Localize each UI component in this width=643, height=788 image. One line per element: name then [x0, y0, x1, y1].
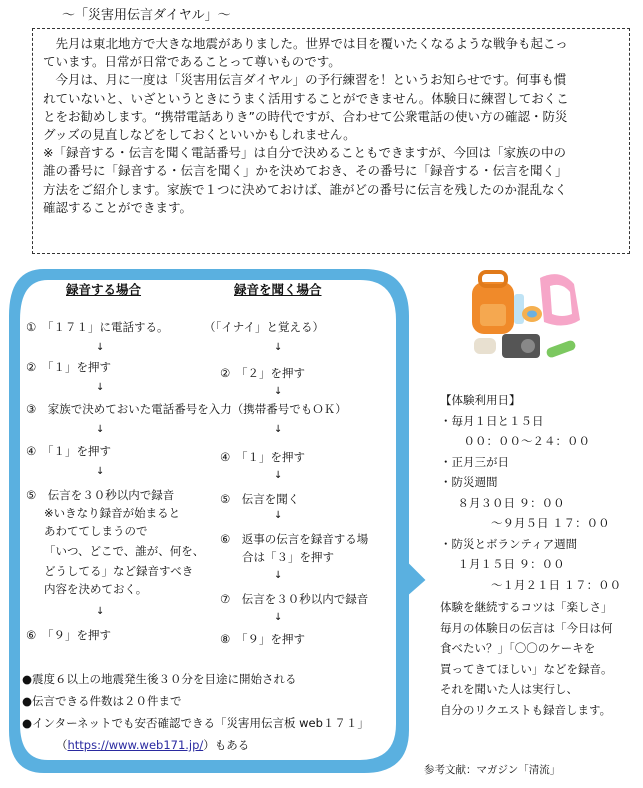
- note-line: ●伝言できる件数は２０件まで: [22, 694, 182, 708]
- flow-arrow: ↓: [96, 606, 105, 617]
- trial-line: ・正月三が日: [440, 454, 509, 469]
- flow-arrow: ↓: [96, 466, 105, 477]
- listen-step: 合は「３」を押す: [242, 550, 334, 564]
- url-line: [56, 736, 249, 754]
- notice-line: 方法をご紹介します。家族で１つに決めておけば、誰がどの番号に伝言を残したのか混乱なく: [43, 181, 568, 197]
- page-title: 〜「災害用伝言ダイヤル」〜: [62, 8, 231, 23]
- speech-bubble: [4, 264, 426, 776]
- trial-line: ８月３０日 ９：００: [446, 495, 565, 510]
- flow-arrow: ↓: [274, 510, 283, 521]
- url-open: （: [56, 738, 68, 752]
- listen-header: 録音を聞く場合: [234, 282, 322, 297]
- tips-line: 体験を継続するコツは「楽しさ」: [440, 600, 613, 614]
- flow-arrow: ↓: [274, 570, 283, 581]
- notice-line: とをお勧めします。“携帯電話ありき”の時代ですが、合わせて公衆電話の使い方の確認・防災: [43, 108, 568, 124]
- notice-line: ※「録音する・伝言を聞く電話番号」は自分で決めることもできますが、今回は「家族の中の: [43, 145, 566, 161]
- flow-arrow: ↓: [274, 386, 283, 397]
- tips-line: 自分のリクエストも録音します。: [440, 702, 612, 717]
- record-step: ② 「１」を押す: [26, 360, 112, 374]
- tips-line: それを聞いた人は実行し、: [440, 682, 578, 696]
- record-note: 「いつ、どこで、誰が、何を、: [44, 544, 205, 558]
- notice-line: グッズの見直しなどをしておくといいかもしれません。: [43, 127, 356, 143]
- record-note: ※いきなり録音が始まると: [44, 506, 181, 520]
- trial-line: 〜１月２１日 １７：００: [468, 577, 622, 592]
- trial-days: [440, 390, 621, 595]
- record-step: ③ 家族で決めておいた電話番号を入力（携帯番号でもＯＫ）: [26, 402, 347, 416]
- web171-link[interactable]: https://www.web171.jp/: [67, 738, 204, 752]
- listen-step: ⑦ 伝言を３０秒以内で録音: [220, 592, 369, 606]
- flow-arrow: ↓: [96, 382, 105, 393]
- record-note: 内容を決めておく。: [44, 582, 148, 596]
- record-step: ⑤ 伝言を３０秒以内で録音: [26, 488, 175, 502]
- flow-arrow: ↓: [274, 342, 283, 353]
- tips-line: 買ってきてほしい」などを録音。: [440, 661, 613, 676]
- reference: 参考文献：マガジン「清流」: [424, 764, 561, 776]
- listen-step: ② 「２」を押す: [220, 366, 306, 380]
- trial-line: ・防災週間: [440, 475, 498, 489]
- tips-line: 食べたい？」「〇〇のケーキを: [440, 641, 596, 655]
- flow-arrow: ↓: [274, 612, 283, 623]
- listen-step: ⑥ 返事の伝言を録音する場: [220, 532, 369, 546]
- gloves-icon: [474, 338, 496, 354]
- tips-line: 毎月の体験日の伝言は「今日は何: [440, 620, 613, 635]
- flashlight-icon: [545, 339, 577, 359]
- record-note: あわててしまうので: [44, 524, 148, 538]
- trial-line: 〜９月５日 １７：００: [468, 516, 610, 530]
- record-step: ④ 「１」を押す: [26, 444, 112, 458]
- record-step: ⑥ 「９」を押す: [26, 628, 112, 642]
- listen-step: ⑤ 伝言を聞く: [220, 492, 300, 506]
- record-step: ① 「１７１」に電話する。: [26, 320, 169, 334]
- listen-step: （「イナイ」と覚える）: [204, 320, 324, 334]
- notice-line: 誰の番号に「録音する・伝言を聞く」かを決めておき、その番号に「録音する・伝言を聞く」: [43, 163, 568, 179]
- flow-arrow: ↓: [96, 424, 105, 435]
- water-bottle-icon: [514, 294, 524, 324]
- notice-line: 確認することができます。: [43, 199, 193, 215]
- record-header: 録音する場合: [66, 282, 142, 297]
- notice-box: [32, 28, 630, 254]
- note-line: ●インターネットでも安否確認できる「災害用伝言板 web１７１」: [22, 716, 369, 730]
- record-note: どうしてる」など録音すべき: [44, 564, 194, 578]
- trial-line: 【体験利用日】: [440, 393, 521, 407]
- trial-line: ・防災とボランティア週間: [440, 536, 578, 551]
- note-line: ●震度６以上の地震発生後３０分を目途に開始される: [22, 672, 297, 686]
- notice-line: れていないと、いざというときにうまく活用することができません。体験日に練習しておくこ: [43, 90, 569, 106]
- flow-arrow: ↓: [274, 424, 283, 435]
- emergency-kit-illustration: [462, 264, 588, 368]
- notice-line: 今月は、月に一度は「災害用伝言ダイヤル」の予行練習を！というお知らせです。何事も慣: [43, 72, 567, 88]
- flow-arrow: ↓: [274, 470, 283, 481]
- tips: [440, 597, 613, 720]
- url-close: ）もある: [203, 738, 250, 752]
- listen-step: ⑧ 「９」を押す: [220, 632, 306, 646]
- trial-line: １月１５日 ９：００: [446, 557, 565, 571]
- notice-line: ています。日常が日常であることって尊いものです。: [43, 54, 341, 70]
- flow-arrow: ↓: [96, 342, 105, 353]
- notice-line: 先月は東北地方で大きな地震がありました。世界では目を覆いたくなるような戦争も起こっ: [43, 36, 568, 51]
- listen-step: ④ 「１」を押す: [220, 450, 306, 464]
- trial-line: ００：００〜２４：００: [452, 434, 590, 448]
- trial-line: ・毎月１日と１５日: [440, 413, 544, 428]
